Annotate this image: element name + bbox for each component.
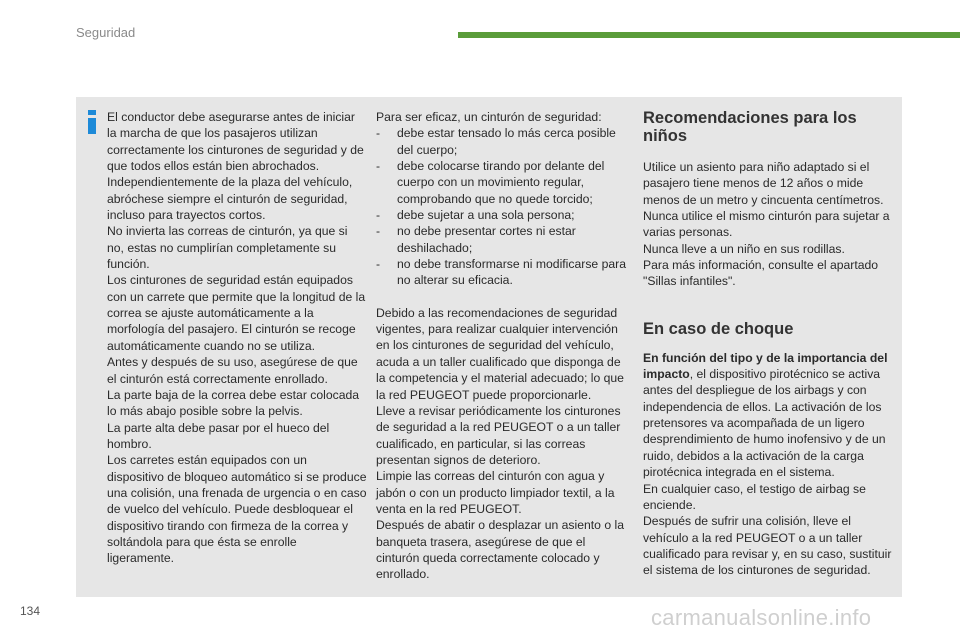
watermark-text: carmanualsonline.info — [651, 605, 872, 630]
paragraph: No invierta las correas de cinturón, ya que si no, estas no cumplirían completamente su función. — [107, 224, 348, 272]
paragraph: Nunca utilice el mismo cinturón para sujetar a varias personas. — [643, 209, 890, 240]
heading-crash: En caso de choque — [643, 319, 794, 338]
column-belt-requirements — [376, 109, 631, 583]
list-item — [376, 256, 631, 289]
paragraph: Limpie las correas del cinturón con agua y jabón o con un producto limpiador textil, a la venta en la red PEUGEOT. — [376, 469, 615, 516]
list-item-text: no debe transformarse ni modificarse para no alterar su eficacia. — [397, 257, 626, 288]
paragraph: Antes y después de su uso, asegúrese de que el cinturón está correctamente enrollado. — [107, 355, 358, 386]
paragraph: Nunca lleve a un niño en sus rodillas. — [643, 241, 845, 256]
paragraph: Después de sufrir una colisión, lleve el vehículo a la red PEUGEOT o a un taller cualificado para revisar y, en su caso, sustituir el sistema de los cinturones de seguridad. — [643, 514, 892, 578]
dash-bullet: - — [376, 208, 381, 223]
paragraph: La parte baja de la correa debe estar colocada lo más abajo posible sobre la pelvis. — [107, 387, 360, 419]
bold-lead: En función del tipo y de la importancia del impacto — [643, 350, 888, 382]
paragraph: Para más información, consulte el apartado "Sillas infantiles". — [643, 258, 879, 289]
page-number: 134 — [20, 604, 41, 618]
column-recommendations — [643, 109, 898, 579]
list-item — [376, 223, 631, 256]
paragraph: Los cinturones de seguridad están equipados con un carrete que permite que la longitud de la correa se ajuste automáticamente a la morfología del pasajero. El cinturón se recoge automáticamente cuando no se utiliza. — [107, 273, 366, 353]
list-item-text: debe estar tensado lo más cerca posible del cuerpo; — [397, 126, 616, 157]
list-item — [376, 125, 631, 158]
paragraph: Debido a las recomendaciones de seguridad vigentes, para realizar cualquier intervención en los cinturones de seguridad del vehículo, acuda a un taller cualificado que disponga de la competencia y el material adecuado; lo que la red PEUGEOT puede proporcionarle. — [376, 305, 624, 402]
list-item-text: debe colocarse tirando por delante del cuerpo con un movimiento regular, comprobando que no quede torcido; — [397, 159, 605, 206]
heading-children: Recomendaciones para los niños — [643, 109, 857, 145]
dash-bullet: - — [376, 126, 381, 141]
list-item-text: no debe presentar cortes ni estar deshilachado; — [397, 224, 576, 255]
paragraph: Después de abatir o desplazar un asiento o la banqueta trasera, asegúrese de que el cinturón queda correctamente colocado y enrollado. — [376, 518, 624, 582]
lead-rest: , el dispositivo pirotécnico se activa antes del despliegue de los airbags y con independencia de ellos. La activación de los pretensores va acompañada de un ligero desprendimiento de humo inofensivo y de un ruido, debidos a la activación de la carga pirotécnica integrada en el sistema. — [643, 367, 886, 480]
section-title: Seguridad — [76, 25, 136, 40]
paragraph — [643, 350, 898, 481]
paragraph: En cualquier caso, el testigo de airbag se enciende. — [643, 481, 866, 512]
paragraph: Independientemente de la plaza del vehículo, abróchese siempre el cinturón de seguridad, incluso para trayectos cortos. — [107, 175, 353, 223]
requirements-list — [376, 125, 631, 288]
dash-bullet: - — [376, 257, 381, 272]
info-icon — [85, 110, 99, 134]
list-item — [376, 158, 631, 207]
header-accent-bar — [458, 32, 960, 38]
list-intro: Para ser eficaz, un cinturón de seguridad: — [376, 110, 602, 124]
column-general-info — [107, 109, 367, 567]
dash-bullet: - — [376, 224, 381, 239]
paragraph: Utilice un asiento para niño adaptado si el pasajero tiene menos de 12 años o mide menos de un metro y cincuenta centímetros. — [643, 160, 884, 207]
dash-bullet: - — [376, 159, 381, 174]
list-item — [376, 207, 631, 223]
paragraph: Lleve a revisar periódicamente los cinturones de seguridad a la red PEUGEOT o a un taller cualificado, en particular, si las correas presentan signos de deterioro. — [376, 403, 621, 467]
paragraph: El conductor debe asegurarse antes de iniciar la marcha de que los pasajeros utilizan correctamente los cinturones de seguridad y de que todos ellos están bien abrochados. — [107, 110, 364, 174]
paragraph: La parte alta debe pasar por el hueco del hombro. — [107, 420, 330, 451]
paragraph: Los carretes están equipados con un dispositivo de bloqueo automático si se produce una colisión, una frenada de urgencia o en caso de vuelco del vehículo. Puede desbloquear el dispositivo tirando con firmeza de la correa y soltándola para que ésta se enrolle ligeramente. — [107, 453, 367, 566]
list-item-text: debe sujetar a una sola persona; — [397, 208, 575, 223]
